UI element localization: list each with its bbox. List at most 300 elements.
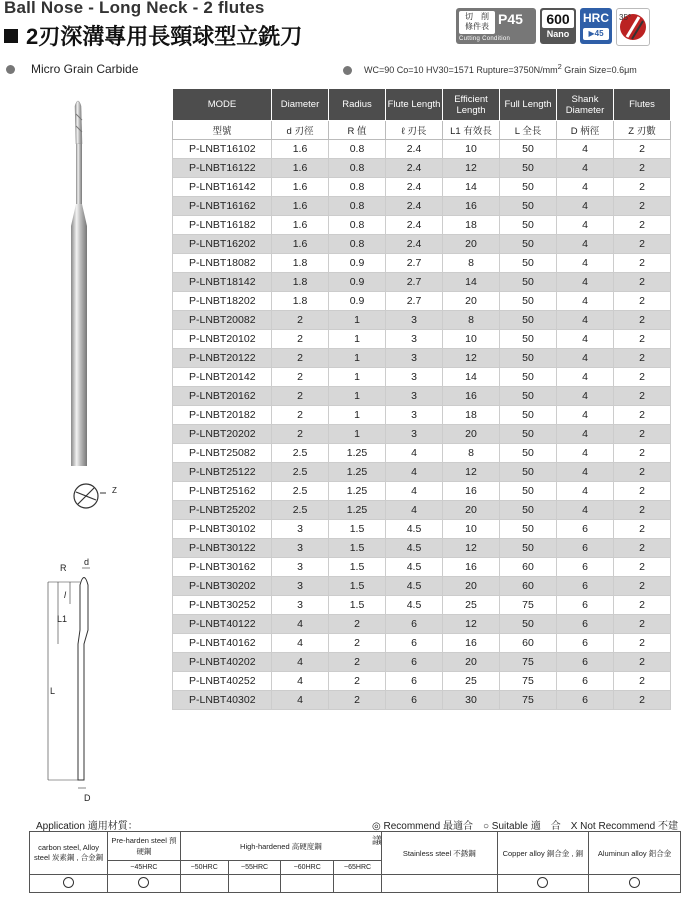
cell-shank-diameter: 6	[557, 634, 614, 653]
cell-shank-diameter: 4	[557, 425, 614, 444]
cell-full-length: 50	[500, 349, 557, 368]
header-zh-shank-diameter: D 柄徑	[557, 121, 614, 140]
cell-diameter: 1.8	[272, 273, 329, 292]
cell-radius: 1.25	[329, 482, 386, 501]
cell-diameter: 2.5	[272, 482, 329, 501]
header-mode: MODE	[173, 89, 272, 121]
header-diameter: Diameter	[272, 89, 329, 121]
cell-flutes: 2	[614, 330, 671, 349]
application-table	[29, 831, 681, 893]
helix-angle-badge	[616, 8, 650, 46]
cell-flutes: 2	[614, 311, 671, 330]
cell-flute-length: 2.4	[386, 178, 443, 197]
cell-full-length: 75	[500, 672, 557, 691]
cell-full-length: 50	[500, 216, 557, 235]
cell-efficient-length: 8	[443, 444, 500, 463]
cell-flutes: 2	[614, 273, 671, 292]
cell-flute-length: 4	[386, 501, 443, 520]
tool-image	[40, 96, 120, 476]
cell-shank-diameter: 4	[557, 406, 614, 425]
table-row	[173, 672, 671, 691]
table-row	[173, 425, 671, 444]
cell-efficient-length: 12	[443, 539, 500, 558]
cell-mode: P-LNBT16182	[173, 216, 272, 235]
cell-full-length: 50	[500, 539, 557, 558]
cell-efficient-length: 16	[443, 634, 500, 653]
table-row	[173, 501, 671, 520]
cell-efficient-length: 20	[443, 235, 500, 254]
application-title: Application 適用材質：	[36, 821, 138, 832]
cell-mode: P-LNBT16202	[173, 235, 272, 254]
cell-efficient-length: 14	[443, 273, 500, 292]
cell-flute-length: 3	[386, 330, 443, 349]
table-row	[173, 634, 671, 653]
cell-full-length: 50	[500, 482, 557, 501]
cell-radius: 0.9	[329, 254, 386, 273]
cell-radius: 0.9	[329, 292, 386, 311]
cell-diameter: 2	[272, 311, 329, 330]
cell-flute-length: 6	[386, 634, 443, 653]
table-row	[173, 596, 671, 615]
cell-full-length: 60	[500, 558, 557, 577]
table-row	[173, 197, 671, 216]
cell-flute-length: 4.5	[386, 520, 443, 539]
cell-full-length: 50	[500, 387, 557, 406]
header-shank-diameter: Shank Diameter	[557, 89, 614, 121]
cell-flute-length: 4.5	[386, 558, 443, 577]
cell-efficient-length: 16	[443, 558, 500, 577]
spec-text-after: Grain Size=0.6μm	[561, 65, 637, 75]
cell-shank-diameter: 4	[557, 140, 614, 159]
table-row	[173, 463, 671, 482]
cell-radius: 1	[329, 387, 386, 406]
cell-mode: P-LNBT25082	[173, 444, 272, 463]
app-hardened: High-hardened 高硬度鋼	[180, 832, 381, 861]
square-bullet-icon	[4, 29, 18, 43]
cell-full-length: 75	[500, 596, 557, 615]
cell-full-length: 50	[500, 330, 557, 349]
cell-radius: 0.8	[329, 159, 386, 178]
cell-flutes: 2	[614, 520, 671, 539]
cell-radius: 1.5	[329, 520, 386, 539]
badge-group	[456, 8, 650, 46]
cell-flutes: 2	[614, 140, 671, 159]
app-rating-copper	[497, 875, 589, 893]
cell-diameter: 2.5	[272, 463, 329, 482]
cell-mode: P-LNBT18202	[173, 292, 272, 311]
cell-efficient-length: 14	[443, 178, 500, 197]
cell-diameter: 2	[272, 349, 329, 368]
cell-radius: 1	[329, 311, 386, 330]
cell-diameter: 1.8	[272, 292, 329, 311]
cell-mode: P-LNBT16102	[173, 140, 272, 159]
cell-flutes: 2	[614, 349, 671, 368]
table-row	[173, 178, 671, 197]
spec-table	[172, 88, 671, 710]
cell-radius: 2	[329, 691, 386, 710]
cell-mode: P-LNBT18142	[173, 273, 272, 292]
cell-flutes: 2	[614, 634, 671, 653]
cell-flute-length: 3	[386, 425, 443, 444]
app-preharden-hrc: ~45HRC	[108, 861, 181, 875]
material-line	[6, 62, 138, 76]
cell-shank-diameter: 6	[557, 672, 614, 691]
app-copper: Copper alloy 銅合金 , 銅	[497, 832, 589, 875]
cell-flute-length: 4	[386, 463, 443, 482]
cell-radius: 2	[329, 634, 386, 653]
label-d: d	[84, 557, 90, 567]
cell-mode: P-LNBT20142	[173, 368, 272, 387]
table-row	[173, 387, 671, 406]
app-rating-hrc50	[180, 875, 228, 893]
dimension-drawing	[40, 560, 110, 805]
cell-flute-length: 2.4	[386, 235, 443, 254]
cell-flute-length: 3	[386, 311, 443, 330]
cell-efficient-length: 20	[443, 501, 500, 520]
cell-diameter: 1.8	[272, 254, 329, 273]
cell-radius: 1.25	[329, 501, 386, 520]
cell-diameter: 4	[272, 653, 329, 672]
cell-efficient-length: 25	[443, 596, 500, 615]
header-zh-mode: 型號	[173, 121, 272, 140]
cell-flutes: 2	[614, 368, 671, 387]
cell-flute-length: 4.5	[386, 596, 443, 615]
cell-mode: P-LNBT20182	[173, 406, 272, 425]
cell-flute-length: 2.4	[386, 197, 443, 216]
table-row	[173, 520, 671, 539]
app-rating-stainless	[382, 875, 498, 893]
cell-efficient-length: 12	[443, 615, 500, 634]
cell-shank-diameter: 4	[557, 197, 614, 216]
recommend-legend: ◎ Recommend 最適合 ○ Suitable 適 合 X Not Recommend 不建議	[372, 821, 678, 847]
nano-coating-badge	[540, 8, 576, 44]
cell-diameter: 1.6	[272, 178, 329, 197]
cell-mode: P-LNBT30202	[173, 577, 272, 596]
cell-diameter: 1.6	[272, 197, 329, 216]
cell-efficient-length: 10	[443, 140, 500, 159]
cell-shank-diameter: 4	[557, 254, 614, 273]
cell-diameter: 3	[272, 520, 329, 539]
cutting-condition-label	[459, 11, 495, 34]
cell-efficient-length: 30	[443, 691, 500, 710]
table-row	[173, 140, 671, 159]
app-carbon-steel: carbon steel, Alloy steel 炭素鋼 , 合金鋼	[30, 832, 108, 875]
spec-text: WC=90 Co=10 HV30=1571 Rupture=3750N/mm	[364, 65, 558, 75]
cell-full-length: 50	[500, 615, 557, 634]
cell-radius: 1.5	[329, 539, 386, 558]
cutting-condition-caption: Cutting Condition	[459, 36, 511, 42]
table-row	[173, 691, 671, 710]
cell-flutes: 2	[614, 254, 671, 273]
cell-diameter: 2	[272, 330, 329, 349]
hrc-top: HRC	[583, 11, 609, 25]
cell-full-length: 50	[500, 311, 557, 330]
cell-diameter: 4	[272, 615, 329, 634]
cell-flute-length: 3	[386, 368, 443, 387]
app-hrc50: ~50HRC	[180, 861, 228, 875]
cell-flutes: 2	[614, 216, 671, 235]
cell-radius: 0.9	[329, 273, 386, 292]
table-row	[173, 311, 671, 330]
cell-diameter: 1.6	[272, 140, 329, 159]
cell-efficient-length: 12	[443, 349, 500, 368]
app-rating-preharden	[108, 875, 181, 893]
cell-flutes: 2	[614, 539, 671, 558]
cell-flutes: 2	[614, 577, 671, 596]
suitable-icon	[138, 877, 149, 888]
cell-diameter: 2	[272, 406, 329, 425]
cell-efficient-length: 8	[443, 311, 500, 330]
cell-mode: P-LNBT20162	[173, 387, 272, 406]
table-row	[173, 615, 671, 634]
cell-mode: P-LNBT20122	[173, 349, 272, 368]
table-row	[173, 330, 671, 349]
table-row	[173, 349, 671, 368]
app-rating-hrc65	[334, 875, 382, 893]
table-row	[173, 159, 671, 178]
cell-diameter: 3	[272, 558, 329, 577]
header-zh-flute-length: ℓ 刃長	[386, 121, 443, 140]
cell-flutes: 2	[614, 558, 671, 577]
cell-full-length: 50	[500, 178, 557, 197]
cell-full-length: 50	[500, 520, 557, 539]
app-hrc60: ~60HRC	[281, 861, 334, 875]
cell-flute-length: 2.4	[386, 140, 443, 159]
cell-flutes: 2	[614, 178, 671, 197]
table-row	[173, 368, 671, 387]
cell-radius: 0.8	[329, 140, 386, 159]
cell-mode: P-LNBT30162	[173, 558, 272, 577]
header-zh-flutes: Z 刃數	[614, 121, 671, 140]
cell-full-length: 75	[500, 653, 557, 672]
cut-line1: 切 削	[465, 12, 489, 21]
cell-flutes: 2	[614, 653, 671, 672]
cell-mode: P-LNBT20102	[173, 330, 272, 349]
cell-flute-length: 2.4	[386, 159, 443, 178]
cell-efficient-length: 16	[443, 387, 500, 406]
cell-radius: 1.5	[329, 596, 386, 615]
cell-shank-diameter: 6	[557, 653, 614, 672]
table-row	[173, 539, 671, 558]
cell-flute-length: 6	[386, 672, 443, 691]
cell-flute-length: 3	[386, 349, 443, 368]
cell-mode: P-LNBT16122	[173, 159, 272, 178]
cell-mode: P-LNBT25162	[173, 482, 272, 501]
cell-flutes: 2	[614, 159, 671, 178]
app-preharden: Pre-harden steel 預硬鋼	[108, 832, 181, 861]
cell-flute-length: 3	[386, 387, 443, 406]
cell-diameter: 1.6	[272, 235, 329, 254]
app-stainless: Stainless steel 不銹鋼	[382, 832, 498, 875]
cell-radius: 1.5	[329, 577, 386, 596]
hrc-bottom: ▶45	[583, 28, 609, 40]
cell-mode: P-LNBT20202	[173, 425, 272, 444]
header-full-length: Full Length	[500, 89, 557, 121]
cell-full-length: 50	[500, 140, 557, 159]
header-zh-radius: R 值	[329, 121, 386, 140]
cell-efficient-length: 14	[443, 368, 500, 387]
cell-shank-diameter: 4	[557, 463, 614, 482]
cell-flutes: 2	[614, 615, 671, 634]
header-zh-diameter: d 刃徑	[272, 121, 329, 140]
cell-radius: 1	[329, 349, 386, 368]
cell-mode: P-LNBT30252	[173, 596, 272, 615]
cross-section-diagram	[64, 480, 124, 512]
cell-flute-length: 4.5	[386, 577, 443, 596]
label-l: l	[64, 590, 66, 600]
label-l1: L1	[57, 614, 68, 624]
helix-angle-value: 35°	[619, 13, 632, 22]
cell-diameter: 3	[272, 596, 329, 615]
suitable-icon	[629, 877, 640, 888]
table-row	[173, 254, 671, 273]
title-chinese	[4, 20, 302, 51]
cell-shank-diameter: 6	[557, 539, 614, 558]
cell-flutes: 2	[614, 501, 671, 520]
cell-shank-diameter: 4	[557, 482, 614, 501]
cell-diameter: 2	[272, 387, 329, 406]
cell-efficient-length: 12	[443, 463, 500, 482]
cell-efficient-length: 25	[443, 672, 500, 691]
header-radius: Radius	[329, 89, 386, 121]
cell-full-length: 50	[500, 159, 557, 178]
cell-flute-length: 6	[386, 653, 443, 672]
label-shank-d: D	[84, 793, 91, 803]
cell-shank-diameter: 6	[557, 615, 614, 634]
title-english: Ball Nose - Long Neck - 2 flutes	[4, 0, 265, 17]
app-hrc65: ~65HRC	[334, 861, 382, 875]
cell-mode: P-LNBT30102	[173, 520, 272, 539]
cutting-condition-badge[interactable]	[456, 8, 536, 44]
cell-mode: P-LNBT40302	[173, 691, 272, 710]
table-row	[173, 406, 671, 425]
cell-mode: P-LNBT16162	[173, 197, 272, 216]
cell-mode: P-LNBT20082	[173, 311, 272, 330]
cell-flutes: 2	[614, 406, 671, 425]
cell-shank-diameter: 6	[557, 520, 614, 539]
app-rating-hrc60	[281, 875, 334, 893]
cell-diameter: 3	[272, 577, 329, 596]
cell-shank-diameter: 4	[557, 216, 614, 235]
cell-shank-diameter: 4	[557, 235, 614, 254]
cell-shank-diameter: 4	[557, 368, 614, 387]
cell-radius: 1	[329, 425, 386, 444]
cell-full-length: 50	[500, 501, 557, 520]
cell-full-length: 50	[500, 406, 557, 425]
cell-efficient-length: 10	[443, 330, 500, 349]
cell-flutes: 2	[614, 482, 671, 501]
cell-mode: P-LNBT25202	[173, 501, 272, 520]
cell-full-length: 50	[500, 463, 557, 482]
label-full-length: L	[50, 686, 56, 696]
cell-flutes: 2	[614, 197, 671, 216]
cell-flute-length: 4.5	[386, 539, 443, 558]
cell-mode: P-LNBT18082	[173, 254, 272, 273]
cell-flute-length: 2.7	[386, 254, 443, 273]
cell-diameter: 2	[272, 425, 329, 444]
cell-radius: 0.8	[329, 235, 386, 254]
table-row	[173, 216, 671, 235]
cell-full-length: 50	[500, 273, 557, 292]
cell-mode: P-LNBT40202	[173, 653, 272, 672]
table-row	[173, 273, 671, 292]
cell-full-length: 50	[500, 292, 557, 311]
cell-shank-diameter: 6	[557, 577, 614, 596]
bullet-icon	[6, 65, 15, 74]
cell-shank-diameter: 6	[557, 558, 614, 577]
cell-flutes: 2	[614, 691, 671, 710]
cell-efficient-length: 20	[443, 425, 500, 444]
nano-bottom: Nano	[546, 29, 570, 39]
header-flutes: Flutes	[614, 89, 671, 121]
cell-diameter: 2.5	[272, 444, 329, 463]
cell-radius: 1.25	[329, 463, 386, 482]
cell-flute-length: 2.7	[386, 292, 443, 311]
cell-full-length: 50	[500, 197, 557, 216]
cell-flute-length: 4	[386, 444, 443, 463]
cell-full-length: 50	[500, 368, 557, 387]
cell-flutes: 2	[614, 235, 671, 254]
label-r: R	[60, 563, 67, 573]
cell-full-length: 50	[500, 235, 557, 254]
app-rating-hrc55	[228, 875, 281, 893]
cell-diameter: 1.6	[272, 159, 329, 178]
app-hrc55: ~55HRC	[228, 861, 281, 875]
cell-flute-length: 2.7	[386, 273, 443, 292]
cell-efficient-length: 18	[443, 406, 500, 425]
cell-flutes: 2	[614, 387, 671, 406]
suitable-icon	[537, 877, 548, 888]
cell-diameter: 4	[272, 691, 329, 710]
cell-flutes: 2	[614, 444, 671, 463]
cell-radius: 2	[329, 653, 386, 672]
cell-full-length: 75	[500, 691, 557, 710]
cell-shank-diameter: 6	[557, 691, 614, 710]
cell-flutes: 2	[614, 672, 671, 691]
cell-efficient-length: 16	[443, 482, 500, 501]
cell-radius: 1.5	[329, 558, 386, 577]
cell-mode: P-LNBT40122	[173, 615, 272, 634]
header-zh-full-length: L 全長	[500, 121, 557, 140]
spec-line	[343, 62, 637, 75]
cell-flute-length: 2.4	[386, 216, 443, 235]
app-rating-carbon	[30, 875, 108, 893]
cell-radius: 1	[329, 330, 386, 349]
cell-full-length: 60	[500, 577, 557, 596]
suitable-icon	[63, 877, 74, 888]
cell-efficient-length: 20	[443, 292, 500, 311]
cell-shank-diameter: 4	[557, 178, 614, 197]
cell-diameter: 4	[272, 672, 329, 691]
cell-diameter: 4	[272, 634, 329, 653]
cell-mode: P-LNBT16142	[173, 178, 272, 197]
cell-shank-diameter: 4	[557, 273, 614, 292]
title-chinese-text: 2刃深溝專用長頸球型立銑刀	[26, 24, 303, 49]
axis-z-label: Z	[112, 486, 117, 495]
cell-full-length: 50	[500, 444, 557, 463]
cell-radius: 1	[329, 406, 386, 425]
cell-flutes: 2	[614, 463, 671, 482]
cell-radius: 2	[329, 615, 386, 634]
cell-shank-diameter: 4	[557, 501, 614, 520]
cell-shank-diameter: 4	[557, 330, 614, 349]
table-row	[173, 653, 671, 672]
cell-mode: P-LNBT40162	[173, 634, 272, 653]
cell-efficient-length: 18	[443, 216, 500, 235]
cutting-condition-value: P45	[498, 11, 523, 27]
cell-diameter: 2.5	[272, 501, 329, 520]
cell-flutes: 2	[614, 292, 671, 311]
